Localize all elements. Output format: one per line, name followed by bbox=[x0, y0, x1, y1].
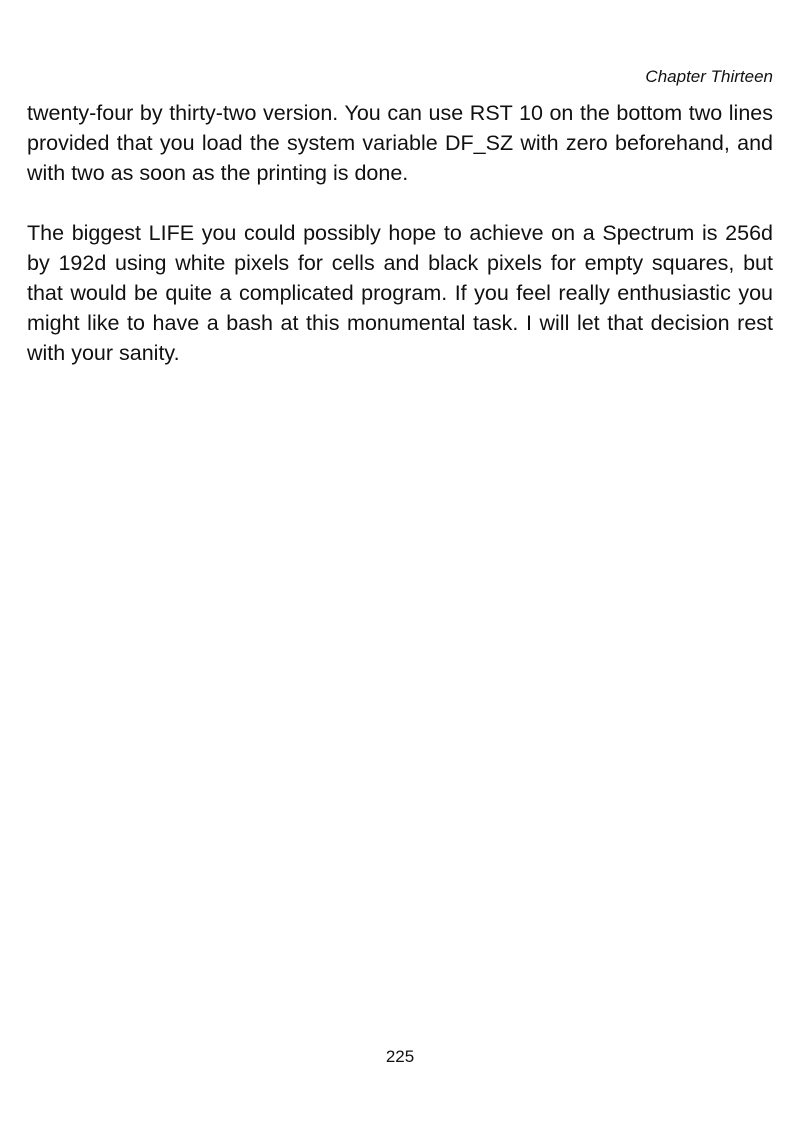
paragraph-1: twenty-four by thirty-two version. You can use RST 10 on the bottom two lines provided that you load the system variable DF_SZ with zero beforehand, and with two as soon as the printing is done. bbox=[27, 101, 773, 185]
paragraph-2: The biggest LIFE you could possibly hope to achieve on a Spectrum is 256d by 192d using white pixels for cells and black pixels for empty squares, but that would be quite a complicated program. If you feel really enthusiastic you might like to have a bash at this monumental task. I will let that decision rest with your sanity. bbox=[27, 221, 773, 365]
page-body bbox=[27, 98, 773, 398]
page-number: 225 bbox=[385, 1047, 415, 1066]
chapter-title: Chapter Thirteen bbox=[645, 67, 773, 86]
